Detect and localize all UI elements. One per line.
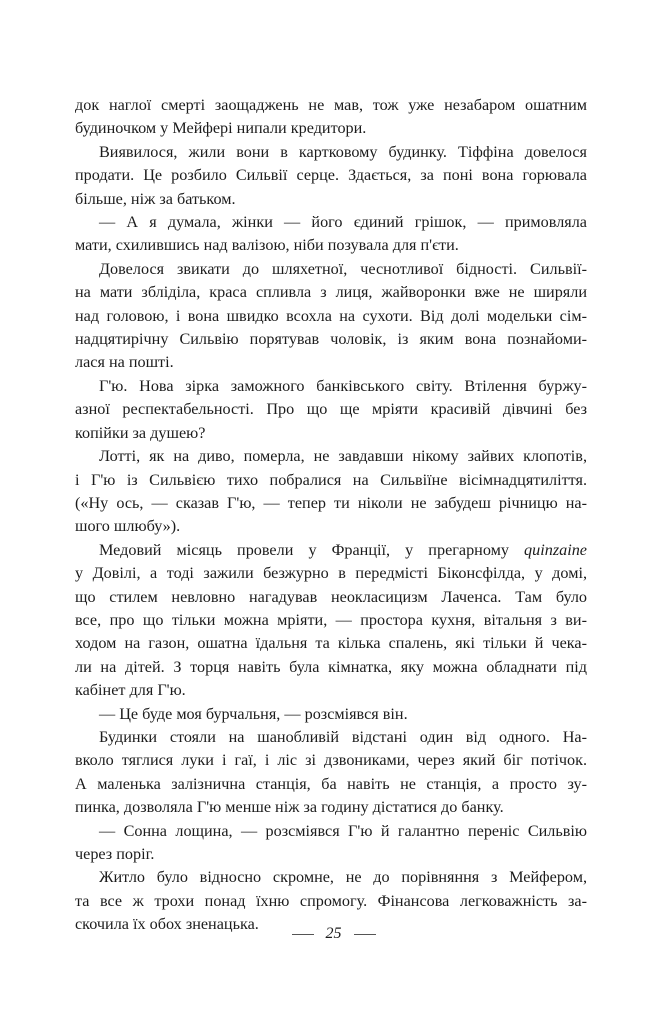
text-line: скочила їх обох зненацька. <box>75 915 259 934</box>
text-line: Будинки стояли на шанобливій відстані один від одного. На- <box>99 727 587 746</box>
folio-dash-right <box>354 934 376 935</box>
text-line: ли на дітей. З торця навіть була кімнатка, яку можна обладнати під <box>75 657 587 676</box>
text-line: Г'ю. Нова зірка заможного банківського світу. Втілення буржу- <box>99 376 587 395</box>
text-line: мати, схилившись над валізою, ніби позувала для п'єти. <box>75 236 459 255</box>
text-line: шого шлюбу»). <box>75 517 181 536</box>
text-line: будиночком у Мейфері нипали кредитори. <box>75 119 367 138</box>
text-line: пинка, дозволяла Г'ю менше ніж за годину дістатися до банку. <box>75 798 504 817</box>
text-line: кабінет для Г'ю. <box>75 681 186 700</box>
text-line-segment: Медовий місяць провели у Франції, у прегарному <box>99 540 525 559</box>
text-line: продати. Це розбило Сильвії серце. Здається, за поні вона горювала <box>75 166 587 185</box>
text-line: все, про що тільки можна мріяти, — простора кухня, вітальня з ви- <box>75 610 587 629</box>
body-text <box>75 94 587 937</box>
text-line: що стилем невловно нагадував неокласицизм Лаченса. Там було <box>75 587 587 606</box>
text-line: у Довілі, а тоді зажили безжурно в передмісті Біконсфілда, у домі, <box>75 564 587 583</box>
text-line: через поріг. <box>75 845 155 863</box>
text-line: над головою, і вона швидко всохла на сухоти. Від долі модельки сім- <box>75 306 587 325</box>
text-line: Лотті, як на диво, померла, не завдавши нікому зайвих клопотів, <box>99 447 587 466</box>
italic-word: quinzaine <box>524 540 587 559</box>
text-line: лася на пошті. <box>75 353 174 372</box>
text-line: Виявилося, жили вони в картковому будинку. Тіффіна довелося <box>99 142 587 161</box>
text-line: А маленька залізнична станція, ба навіть не станція, а просто зу- <box>75 774 587 793</box>
text-line: — Сонна лощина, — розсміявся Г'ю й галантно переніс Сильвію <box>99 821 587 840</box>
text-line: надцятирічну Сильвію порятував чоловік, із яким вона познайоми- <box>75 330 587 349</box>
text-line: та все ж трохи понад їхню спромогу. Фінансова легковажність за- <box>75 891 587 910</box>
text-line: і Г'ю із Сильвією тихо побралися на Сильвіїне вісімнадцятиліття. <box>75 470 587 489</box>
text-line: — Це буде моя бурчальня, — розсміявся він. <box>99 704 408 723</box>
text-line: копійки за душею? <box>75 423 206 442</box>
text-line: на мати збліділа, краса спливла з лиця, жайворонки вже не ширяли <box>75 283 587 302</box>
text-line: азної респектабельності. Про що ще мріяти красивій дівчині без <box>75 400 587 419</box>
text-line: Довелося звикати до шляхетної, чеснотливої бідності. Сильвії- <box>99 259 587 278</box>
text-line <box>75 539 587 562</box>
page-number: 25 <box>325 925 342 942</box>
text-line: ходом на газон, ошатна їдальня та кілька спалень, які тільки й чека- <box>75 634 587 653</box>
text-line: більше, ніж за батьком. <box>75 189 236 208</box>
page-folio <box>0 925 667 943</box>
text-line: Житло було відносно скромне, не до порівняння з Мейфером, <box>99 868 587 887</box>
text-line: — А я думала, жінки — його єдиний грішок, — примовляла <box>99 213 587 232</box>
text-line: док наглої смерті заощаджень не мав, тож уже незабаром ошатним <box>75 96 587 114</box>
folio-dash-left <box>292 934 314 935</box>
text-line: («Ну ось, — сказав Г'ю, — тепер ти ніколи не забудеш річницю на- <box>75 493 587 512</box>
text-line: вколо тяглися луки і гаї, і ліс зі дзвониками, через який біг потічок. <box>75 751 587 770</box>
